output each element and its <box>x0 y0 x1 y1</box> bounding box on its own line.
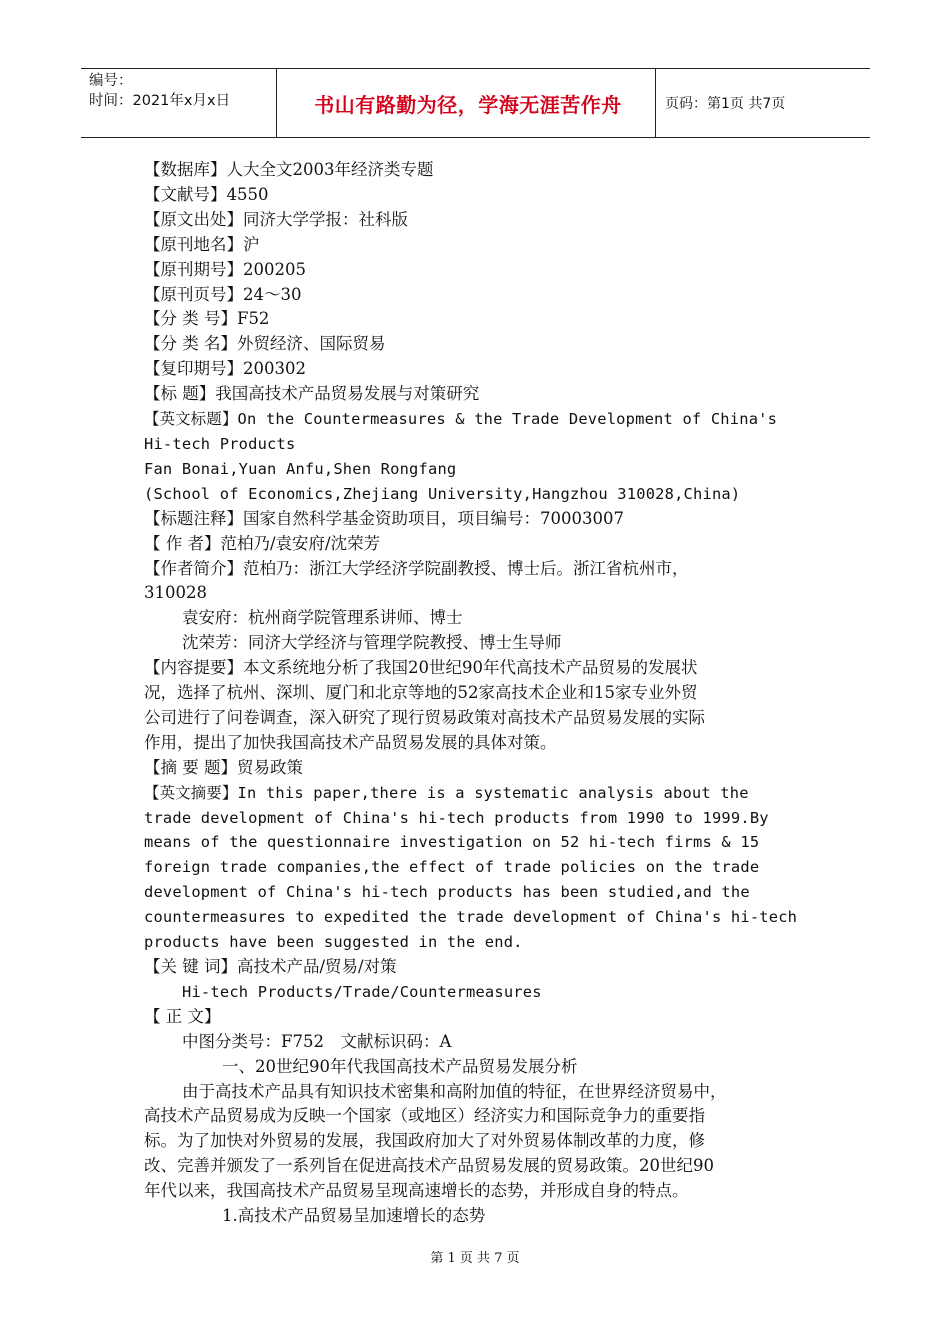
field-abstract-line: 况，选择了杭州、深圳、厦门和北京等地的52家高技术企业和15家专业外贸 <box>144 683 698 703</box>
field-title-note: 【标题注释】国家自然科学基金资助项目，项目编号：70003007 <box>144 508 624 528</box>
field-issue: 【原刊期号】200205 <box>144 259 306 279</box>
paragraph-line: 高技术产品贸易成为反映一个国家（或地区）经济实力和国际竞争力的重要指 <box>144 1106 705 1126</box>
field-en-abstract-line: trade development of China's hi-tech products from 1990 to 1999.By <box>144 808 769 827</box>
field-authors: 【 作 者】范柏乃/袁安府/沈荣芳 <box>144 533 381 553</box>
field-en-abstract-line: foreign trade companies,the effect of trade policies on the trade <box>144 858 760 877</box>
field-source: 【原文出处】同济大学学报：社科版 <box>144 209 408 229</box>
field-body-label: 【 正 文】 <box>144 1006 221 1026</box>
field-en-title-line: 【英文标题】On the Countermeasures & the Trade Development of China's <box>144 410 778 429</box>
paragraph-line: 年代以来，我国高技术产品贸易呈现高速增长的态势，并形成自身的特点。 <box>144 1181 689 1201</box>
document-body <box>144 158 814 1229</box>
field-en-abstract-line: development of China's hi-tech products has been studied,and the <box>144 883 750 902</box>
field-keywords: 【关 键 词】高技术产品/贸易/对策 <box>144 957 397 976</box>
field-bio-line: 袁安府：杭州商学院管理系讲师、博士 <box>182 608 463 628</box>
field-database: 【数据库】人大全文2003年经济类专题 <box>144 160 434 179</box>
field-bio-line: 310028 <box>144 583 207 603</box>
field-clc: 中图分类号：F752 文献标识码：A <box>182 1031 452 1051</box>
field-en-abstract-line: 【英文摘要】In this paper,there is a systematic analysis about the <box>144 783 749 802</box>
field-en-keywords: Hi-tech Products/Trade/Countermeasures <box>182 982 542 1001</box>
field-abstract-line: 作用，提出了加快我国高技术产品贸易发展的具体对策。 <box>144 732 557 752</box>
header-motto: 书山有路勤为径，学海无涯苦作舟 <box>314 93 622 117</box>
header-divider-right <box>655 69 656 137</box>
paragraph-line: 由于高技术产品具有知识技术密集和高附加值的特征，在世界经济贸易中， <box>182 1081 727 1101</box>
field-en-authors: Fan Bonai,Yuan Anfu,Shen Rongfang <box>144 459 457 478</box>
field-class-no: 【分 类 号】F52 <box>144 309 270 329</box>
field-place: 【原刊地名】沪 <box>144 234 260 254</box>
field-en-abstract-line: countermeasures to expedited the trade development of China's hi-tech <box>144 908 798 927</box>
field-abstract-line: 【内容提要】本文系统地分析了我国20世纪90年代高技术产品贸易的发展状 <box>144 658 698 678</box>
page-header <box>81 68 870 138</box>
field-subject: 【摘 要 题】贸易政策 <box>144 757 303 777</box>
subsection-heading: 1.高技术产品贸易呈加速增长的态势 <box>222 1206 486 1226</box>
field-bio-line: 【作者简介】范柏乃：浙江大学经济学院副教授、博士后。浙江省杭州市， <box>144 558 689 578</box>
field-doc-no: 【文献号】4550 <box>144 184 269 204</box>
paragraph-line: 标。为了加快对外贸易的发展，我国政府加大了对外贸易体制改革的力度，修 <box>144 1131 705 1151</box>
header-time-label: 时间：2021年x月x日 <box>89 93 231 109</box>
field-en-title-line: Hi-tech Products <box>144 434 296 453</box>
field-en-abstract-line: means of the questionnaire investigation on 52 hi-tech firms & 15 <box>144 833 760 852</box>
section-heading: 一、20世纪90年代我国高技术产品贸易发展分析 <box>222 1056 578 1076</box>
field-class-name: 【分 类 名】外贸经济、国际贸易 <box>144 334 386 354</box>
header-number-label: 编号： <box>89 73 133 89</box>
header-page-label: 页码：第1页 共7页 <box>665 96 786 112</box>
field-en-affiliation: (School of Economics,Zhejiang University,Hangzhou 310028,China) <box>144 484 741 503</box>
field-en-abstract-line: products have been suggested in the end. <box>144 933 523 952</box>
field-abstract-line: 公司进行了问卷调查，深入研究了现行贸易政策对高技术产品贸易发展的实际 <box>144 707 705 727</box>
field-pages: 【原刊页号】24～30 <box>144 284 302 304</box>
field-reprint-issue: 【复印期号】200302 <box>144 359 306 379</box>
field-title: 【标 题】我国高技术产品贸易发展与对策研究 <box>144 384 480 404</box>
page-footer: 第 1 页 共 7 页 <box>430 1251 520 1266</box>
header-divider-left <box>276 69 277 137</box>
header-meta <box>89 71 279 111</box>
field-bio-line: 沈荣芳：同济大学经济与管理学院教授、博士生导师 <box>182 633 562 653</box>
paragraph-line: 改、完善并颁发了一系列旨在促进高技术产品贸易发展的贸易政策。20世纪90 <box>144 1156 714 1176</box>
